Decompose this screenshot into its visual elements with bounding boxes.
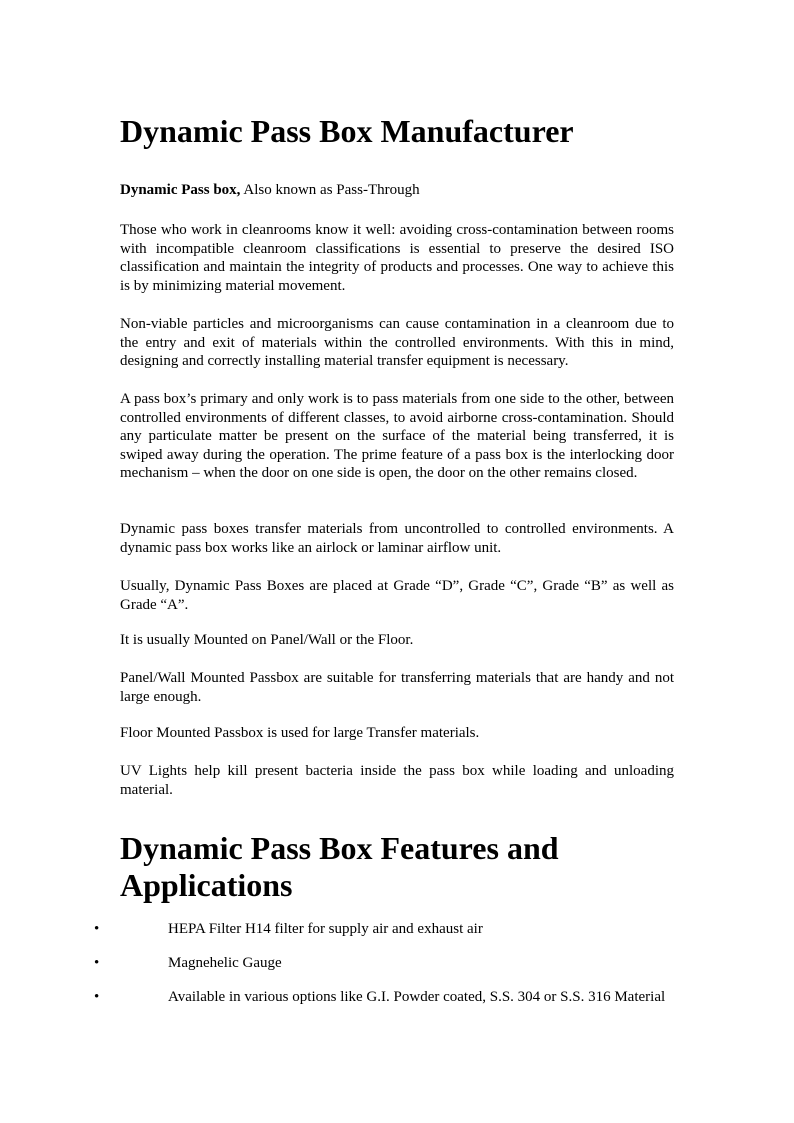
intro-paragraph: [120, 181, 674, 200]
list-item-text: HEPA Filter H14 filter for supply air and exhaust air: [168, 921, 483, 937]
paragraph-dynamic-transfer: Dynamic pass boxes transfer materials from uncontrolled to controlled environments. A dynamic pass box works like an airlock or laminar airflow unit.: [120, 521, 674, 556]
paragraph-pass-box-work: A pass box’s primary and only work is to pass materials from one side to the other, between controlled environments of different classes, to avoid airborne cross-contamination. Should any particulate matter be present on the surface of the material being transferred, it is swiped away during the operation. The prime feature of a pass box is the interlocking door mechanism – when the door on one side is open, the door on the other remains closed.: [120, 391, 674, 481]
list-item-text: Available in various options like G.I. Powder coated, S.S. 304 or S.S. 316 Material: [168, 989, 666, 1005]
paragraph-non-viable-particles: Non-viable particles and microorganisms can cause contamination in a cleanroom due to the entry and exit of materials within the controlled environments. With this in mind, designing and correctly installing material transfer equipment is necessary.: [120, 316, 674, 369]
intro-rest: Also known as Pass-Through: [240, 182, 420, 198]
list-item-text: Magnehelic Gauge: [168, 955, 282, 971]
list-item: [94, 920, 674, 939]
paragraph-wall-mounted: Panel/Wall Mounted Passbox are suitable for transferring materials that are handy and not large enough.: [120, 670, 674, 705]
page-title: Dynamic Pass Box Manufacturer: [120, 113, 574, 149]
list-item: [94, 988, 674, 1007]
bullet-icon: •: [94, 955, 100, 971]
list-item: [94, 954, 674, 973]
paragraph-uv-lights: UV Lights help kill present bacteria inside the pass box while loading and unloading material.: [120, 763, 674, 798]
paragraph-floor-mounted: Floor Mounted Passbox is used for large Transfer materials.: [120, 725, 480, 741]
paragraph-mounting: It is usually Mounted on Panel/Wall or the Floor.: [120, 632, 414, 648]
bullet-icon: •: [94, 921, 100, 937]
bullet-icon: •: [94, 989, 100, 1005]
paragraph-cross-contamination: Those who work in cleanrooms know it well: avoiding cross-contamination between rooms with incompatible cleanroom classifications is essential to preserve the desired ISO classification and maintain the integrity of products and processes. One way to achieve this is by minimizing material movement.: [120, 222, 674, 294]
paragraph-grades: Usually, Dynamic Pass Boxes are placed at Grade “D”, Grade “C”, Grade “B” as well as Grade “A”.: [120, 578, 674, 613]
intro-bold: Dynamic Pass box,: [120, 182, 241, 198]
section-heading-features: Dynamic Pass Box Features and Applications: [120, 830, 559, 903]
